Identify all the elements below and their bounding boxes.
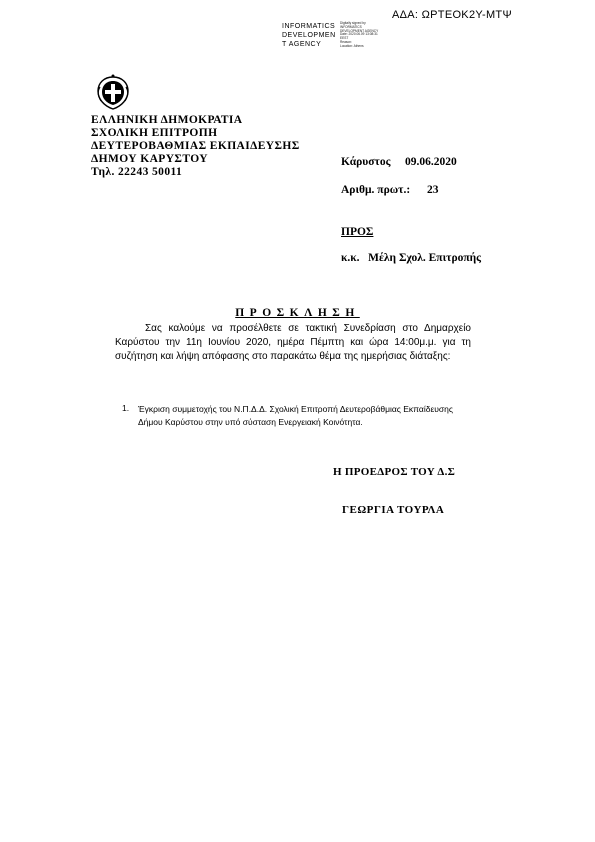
ada-code: ΑΔΑ: ΩΡΤΕΟΚ2Υ-ΜΤΨ [392,9,512,21]
signatory-role: Η ΠΡΟΕΔΡΟΣ ΤΟΥ Δ.Σ [333,466,456,478]
header-line: ΣΧΟΛΙΚΗ ΕΠΙΤΡΟΠΗ [91,127,218,139]
date: 09.06.2020 [405,156,457,168]
digital-signature-stamp [282,22,336,49]
stamp-detail: DEVELOPMENT AGENCY [340,28,379,33]
greek-coat-of-arms-icon [93,73,133,113]
header-phone: Τηλ. 22243 50011 [91,166,183,178]
signatory-name: ΓΕΩΡΓΙΑ ΤΟΥΡΛΑ [342,504,445,516]
invitation-body: Σας καλούμε να προσέλθετε σε τακτική Συνεδρίαση στο Δημαρχείο Καρύστου την 11η Ιουνίου 2020, ημέρα Πέμπτη και ώρα 14:00μ.μ. για τη συζήτηση και λήψη απόφασης στο παρακάτω θέμα της ημερήσιας διάταξης: [115,323,471,362]
header-line: ΔΕΥΤΕΡΟΒΑΘΜΙΑΣ ΕΚΠΑΙΔΕΥΣΗΣ [91,140,300,152]
digital-signature-details [340,22,378,49]
place-date [341,156,457,168]
agenda-item-number: 1. [122,403,130,413]
stamp-line: T AGENCY [282,41,322,48]
place: Κάρυστος [341,156,391,168]
recipients: κ.κ. Μέλη Σχολ. Επιτροπής [341,252,482,264]
stamp-line: DEVELOPMEN [282,32,336,39]
stamp-detail: Digitally signed by [340,21,366,25]
protocol-number [341,184,439,196]
sender-header [91,114,300,179]
stamp-detail: Reason: [340,39,352,44]
stamp-detail: INFORMATICS [340,24,362,29]
header-line: ΔΗΜΟΥ ΚΑΡΥΣΤΟΥ [91,153,208,165]
stamp-line: INFORMATICS [282,23,336,30]
agenda-item-text: Έγκριση συμμετοχής του Ν.Π.Δ.Δ. Σχολική Επιτροπή Δευτεροβάθμιας Εκπαίδευσης Δήμου Καρύστου στην υπό σύσταση Ενεργειακή Κοινότητα. [138,404,453,427]
stamp-detail: Location: Athens [340,43,364,48]
stamp-detail: EEST [340,36,349,41]
to-label: ΠΡΟΣ [341,226,374,238]
header-line: ΕΛΛΗΝΙΚΗ ΔΗΜΟΚΡΑΤΙΑ [91,114,243,126]
document-title: ΠΡΟΣΚΛΗΣΗ [235,307,360,319]
protocol-label: Αριθμ. πρωτ.: [341,184,411,196]
stamp-detail: Date: 2020.06.09 13:08:31 [340,32,378,37]
protocol-value: 23 [427,184,439,196]
